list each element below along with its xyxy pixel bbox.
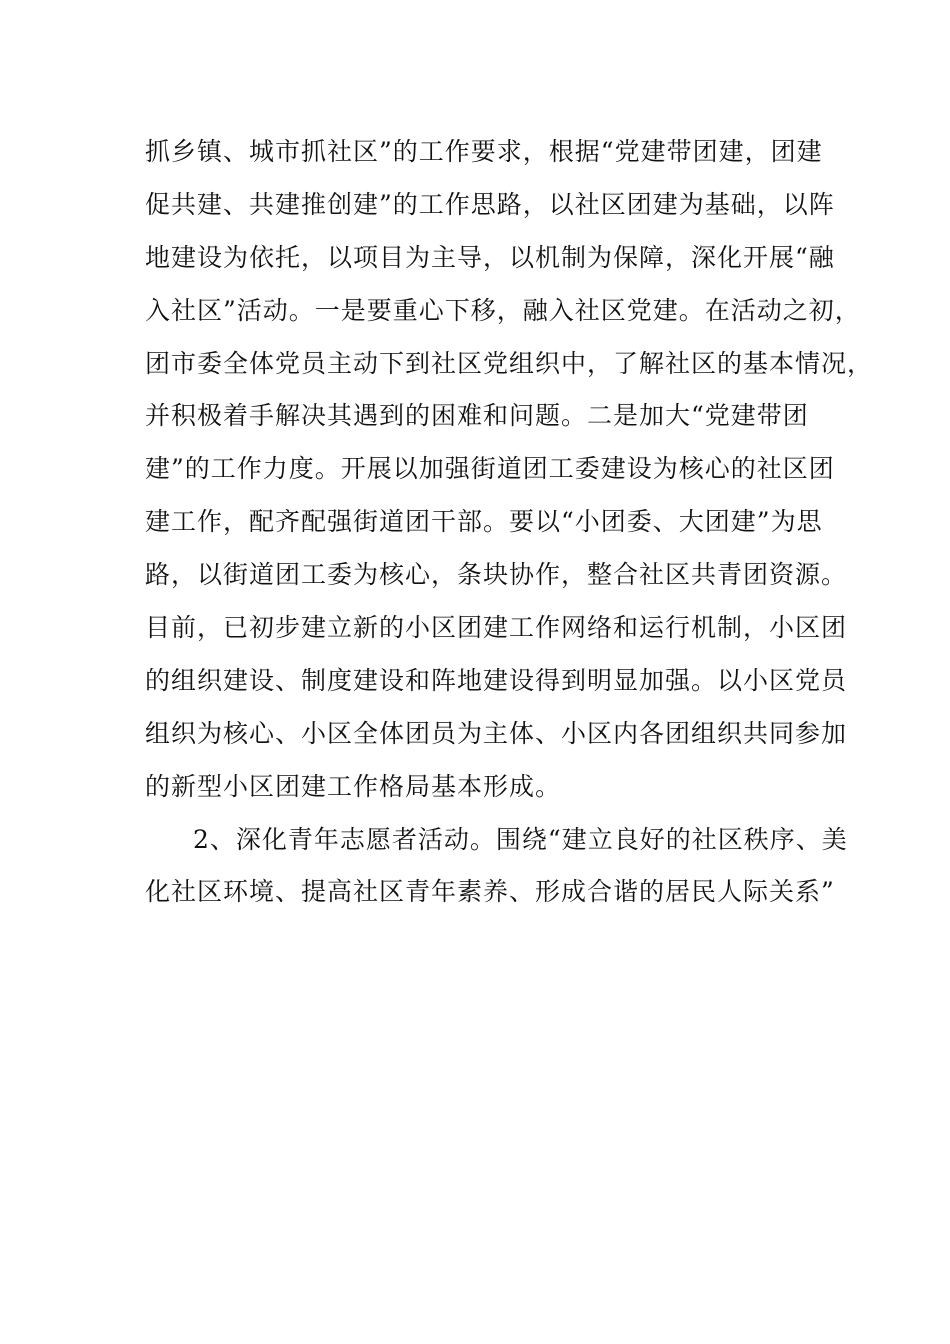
text-line: 建”的工作力度。开展以加强街道团工委建设为核心的社区团 [145, 454, 835, 484]
document-body [145, 126, 874, 919]
text-line: 化社区环境、提高社区青年素养、形成合谐的居民人际关系” [145, 877, 835, 907]
text-line: 抓乡镇、城市抓社区”的工作要求，根据“党建带团建，团建 [145, 137, 823, 166]
text-line: 目前，已初步建立新的小区团建工作网络和运行机制，小区团 [145, 613, 848, 643]
text-line: 的新型小区团建工作格局基本形成。 [145, 771, 562, 801]
text-line: 建工作，配齐配强街道团干部。要以“小团委、大团建”为思 [145, 507, 823, 537]
text-line: 路，以街道团工委为核心，条块协作，整合社区共青团资源。 [145, 560, 848, 590]
paragraph-start-line: 2、深化青年志愿者活动。围绕“建立良好的社区秩序、美 [193, 824, 848, 854]
text-line: 并积极着手解决其遇到的困难和问题。二是加大“党建带团 [145, 401, 809, 431]
text-line: 入社区”活动。一是要重心下移，融入社区党建。在活动之初， [145, 295, 861, 325]
text-line: 团市委全体党员主动下到社区党组织中，了解社区的基本情况， [145, 348, 874, 378]
text-line: 的组织建设、制度建设和阵地建设得到明显加强。以小区党员 [145, 665, 848, 695]
text-line: 地建设为依托，以项目为主导，以机制为保障，深化开展“融 [145, 242, 835, 272]
text-line: 促共建、共建推创建”的工作思路，以社区团建为基础，以阵 [145, 189, 835, 219]
text-line: 组织为核心、小区全体团员为主体、小区内各团组织共同参加 [145, 718, 848, 748]
